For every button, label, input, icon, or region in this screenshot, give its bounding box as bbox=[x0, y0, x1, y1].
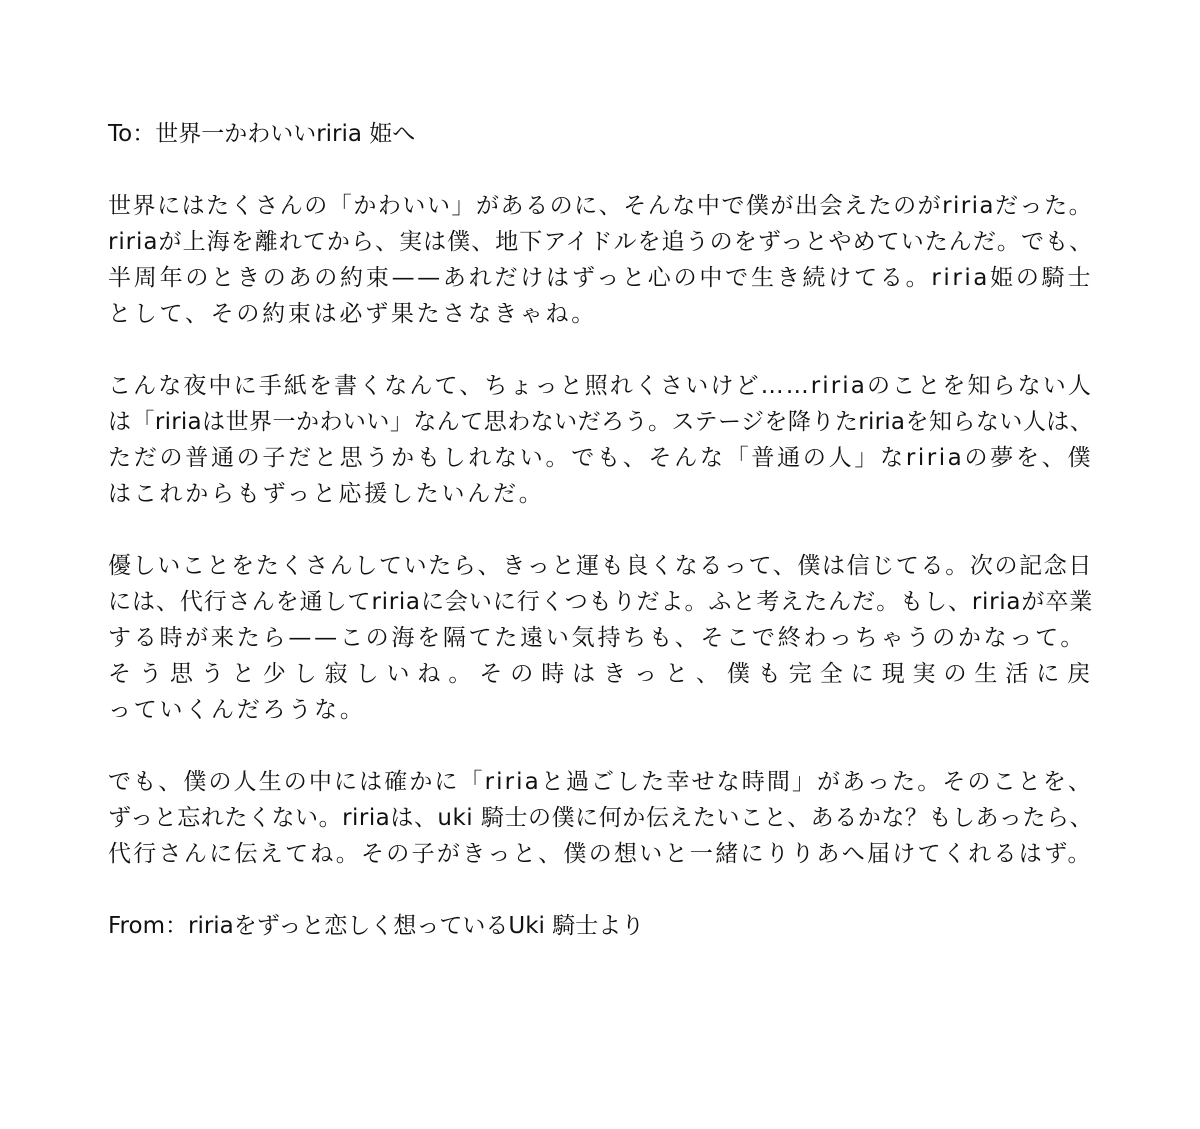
paragraph-line: 代行さんに伝えてね。その子がきっと、僕の想いと一緒にりりあへ届けてくれるはず。 bbox=[108, 841, 1093, 867]
paragraph-line: でも、僕の人生の中には確かに「ririaと過ごした幸せな時間」があった。そのことを、 bbox=[108, 769, 1093, 795]
paragraph-line: として、その約束は必ず果たさなきゃね。 bbox=[108, 301, 597, 327]
paragraph-line: は「ririaは世界一かわいい」なんて思わないだろう。ステージを降りたririaを知らない人は、 bbox=[108, 409, 1093, 435]
spacer bbox=[108, 152, 1093, 188]
paragraph-line: 半周年のときのあの約束——あれだけはずっと心の中で生き続けてる。riria姫の騎士 bbox=[108, 265, 1093, 291]
paragraph-1 bbox=[108, 188, 1093, 332]
letter-recipient: To：世界一かわいいriria 姫へ bbox=[108, 121, 416, 147]
paragraph-line: そう思うと少し寂しいね。その時はきっと、僕も完全に現実の生活に戻 bbox=[108, 661, 1093, 687]
paragraph-line: はこれからもずっと応援したいんだ。 bbox=[108, 481, 545, 507]
paragraph-line: ずっと忘れたくない。ririaは、uki 騎士の僕に何か伝えたいこと、あるかな？もしあったら、 bbox=[108, 805, 1093, 831]
paragraph-line: には、代行さんを通してririaに会いに行くつもりだよ。ふと考えたんだ。もし、ririaが卒業 bbox=[108, 589, 1093, 615]
paragraph-line: する時が来たら——この海を隔てた遠い気持ちも、そこで終わっちゃうのかなって。 bbox=[108, 625, 1087, 651]
paragraph-line: っていくんだろうな。 bbox=[108, 697, 366, 723]
paragraph-line: 世界にはたくさんの「かわいい」があるのに、そんな中で僕が出会えたのがririaだった。 bbox=[108, 193, 1093, 219]
paragraph-line: 優しいことをたくさんしていたら、きっと運も良くなるって、僕は信じてる。次の記念日 bbox=[108, 553, 1093, 579]
paragraph-line: ただの普通の子だと思うかもしれない。でも、そんな「普通の人」なririaの夢を、僕 bbox=[108, 445, 1093, 471]
paragraph-line: ririaが上海を離れてから、実は僕、地下アイドルを追うのをずっとやめていたんだ。でも、 bbox=[108, 229, 1093, 255]
paragraph-4 bbox=[108, 764, 1093, 872]
letter-body bbox=[108, 116, 1093, 944]
letter-signature: From：ririaをずっと恋しく想っているUki 騎士より bbox=[108, 913, 645, 939]
paragraph-line: こんな夜中に手紙を書くなんて、ちょっと照れくさいけど……ririaのことを知らない人 bbox=[108, 373, 1093, 399]
paragraph-2 bbox=[108, 368, 1093, 512]
paragraph-3 bbox=[108, 548, 1093, 728]
